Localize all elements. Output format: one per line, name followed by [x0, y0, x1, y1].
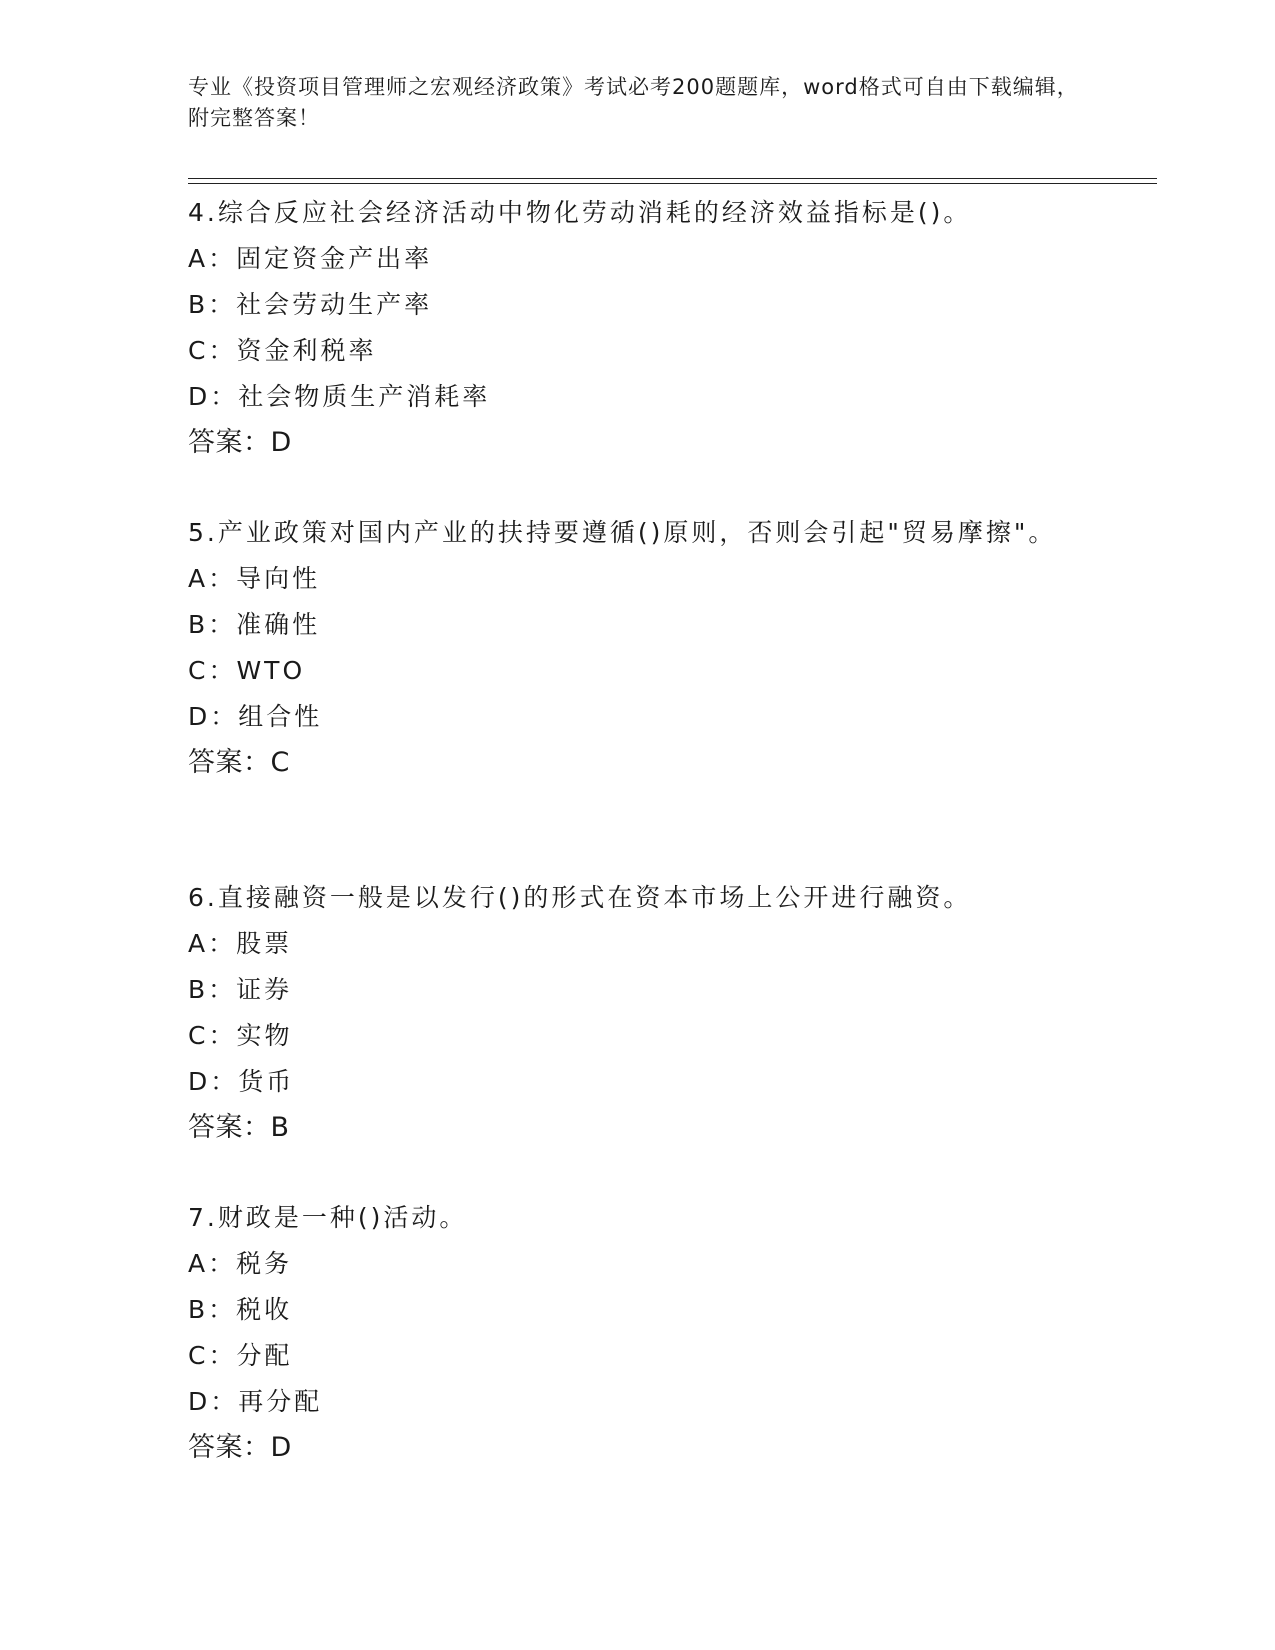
option-c: C：实物 [188, 1021, 293, 1050]
option-a: A：股票 [188, 929, 293, 958]
question-4 [188, 190, 1088, 466]
question-5 [188, 510, 1088, 786]
answer: 答案：D [188, 427, 292, 458]
question-6 [188, 875, 1088, 1151]
option-c: C：WTO [188, 656, 306, 685]
option-a: A：税务 [188, 1249, 293, 1278]
question-stem: 7.财政是一种()活动。 [188, 1203, 468, 1232]
option-d: D：社会物质生产消耗率 [188, 382, 491, 411]
option-a: A：导向性 [188, 564, 321, 593]
option-d: D：再分配 [188, 1387, 323, 1416]
header-divider-bottom [188, 183, 1157, 184]
answer: 答案：B [188, 1112, 290, 1143]
option-b: B：证券 [188, 975, 293, 1004]
question-stem: 6.直接融资一般是以发行()的形式在资本市场上公开进行融资。 [188, 883, 972, 912]
document-header: 专业《投资项目管理师之宏观经济政策》考试必考200题题库，word格式可自由下载编辑，附完整答案！ [188, 75, 1079, 130]
question-7 [188, 1195, 1088, 1471]
option-c: C：资金利税率 [188, 336, 377, 365]
answer: 答案：C [188, 747, 290, 778]
answer: 答案：D [188, 1432, 292, 1463]
option-c: C：分配 [188, 1341, 293, 1370]
option-d: D：货币 [188, 1067, 295, 1096]
header-divider-top [188, 178, 1157, 179]
option-a: A：固定资金产出率 [188, 244, 433, 273]
option-b: B：税收 [188, 1295, 293, 1324]
question-stem: 5.产业政策对国内产业的扶持要遵循()原则，否则会引起"贸易摩擦"。 [188, 518, 1057, 547]
option-d: D：组合性 [188, 702, 323, 731]
option-b: B：社会劳动生产率 [188, 290, 433, 319]
question-stem: 4.综合反应社会经济活动中物化劳动消耗的经济效益指标是()。 [188, 198, 972, 227]
option-b: B：准确性 [188, 610, 321, 639]
